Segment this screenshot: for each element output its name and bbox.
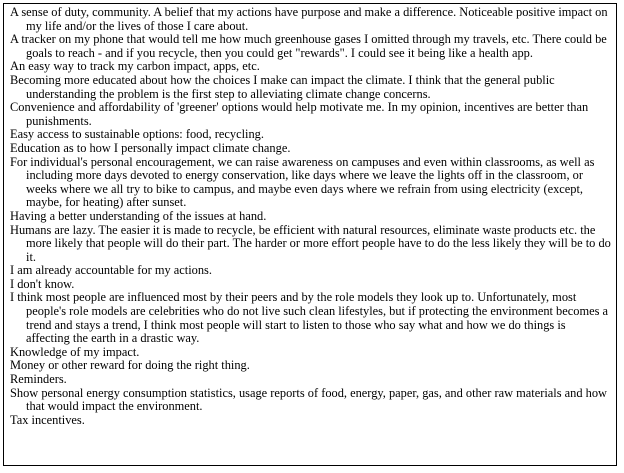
response-3: An easy way to track my carbon impact, apps, etc. — [10, 59, 260, 74]
response-18: Tax incentives. — [10, 412, 85, 427]
response-15: Money or other reward for doing the right thing. — [10, 358, 250, 373]
response-16: Reminders. — [10, 372, 67, 387]
response-14: Knowledge of my impact. — [10, 344, 140, 359]
response-5: Convenience and affordability of 'greener' options would help motivate me. In my opinion, incentives are better than punishments. — [10, 100, 589, 128]
response-2: A tracker on my phone that would tell me how much greenhouse gases I omitted through my travels, etc. There could be goals to reach - and if you recycle, then you could get "rewards". I could see it being like a health app. — [10, 32, 607, 60]
response-8: For individual's personal encouragement, we can raise awareness on campuses and even within classrooms, as well as including more days devoted to energy conservation, like days where we leave the lights off in the classroom, or weeks where we all try to bike to campus, and maybe even days where we refrain from using electricity (except, maybe, for heating) after sunset. — [10, 154, 595, 210]
response-13: I think most people are influenced most by their peers and by the role models they look up to. Unfortunately, most people's role models are celebrities who do not live such clean lifestyles, but if protecting the environment becomes a trend and stays a trend, I think most people will start to listen to those who say what and how we do things is affecting the earth in a drastic way. — [10, 290, 609, 346]
response-4: Becoming more educated about how the choices I make can impact the climate. I think that the general public understanding the problem is the first step to alleviating climate change concerns. — [10, 72, 555, 101]
response-1: A sense of duty, community. A belief that my actions have purpose and make a difference. Noticeable positive impact on my life and/or the lives of those I care about. — [10, 5, 608, 33]
response-10: Humans are lazy. The easier it is made to recycle, be efficient with natural resources, eliminate waste products etc. the more likely that people will do their part. The harder or more effort people have to do the less likely they will be to do it. — [10, 222, 611, 264]
response-7: Education as to how I personally impact climate change. — [10, 140, 291, 155]
response-11: I am already accountable for my actions. — [10, 263, 212, 278]
responses-table — [3, 3, 617, 466]
response-6: Easy access to sustainable options: food, recycling. — [10, 127, 264, 142]
response-9: Having a better understanding of the issues at hand. — [10, 208, 267, 223]
response-17: Show personal energy consumption statistics, usage reports of food, energy, paper, gas, and other raw materials and how that would impact the environment. — [10, 385, 607, 414]
response-12: I don't know. — [10, 276, 75, 291]
